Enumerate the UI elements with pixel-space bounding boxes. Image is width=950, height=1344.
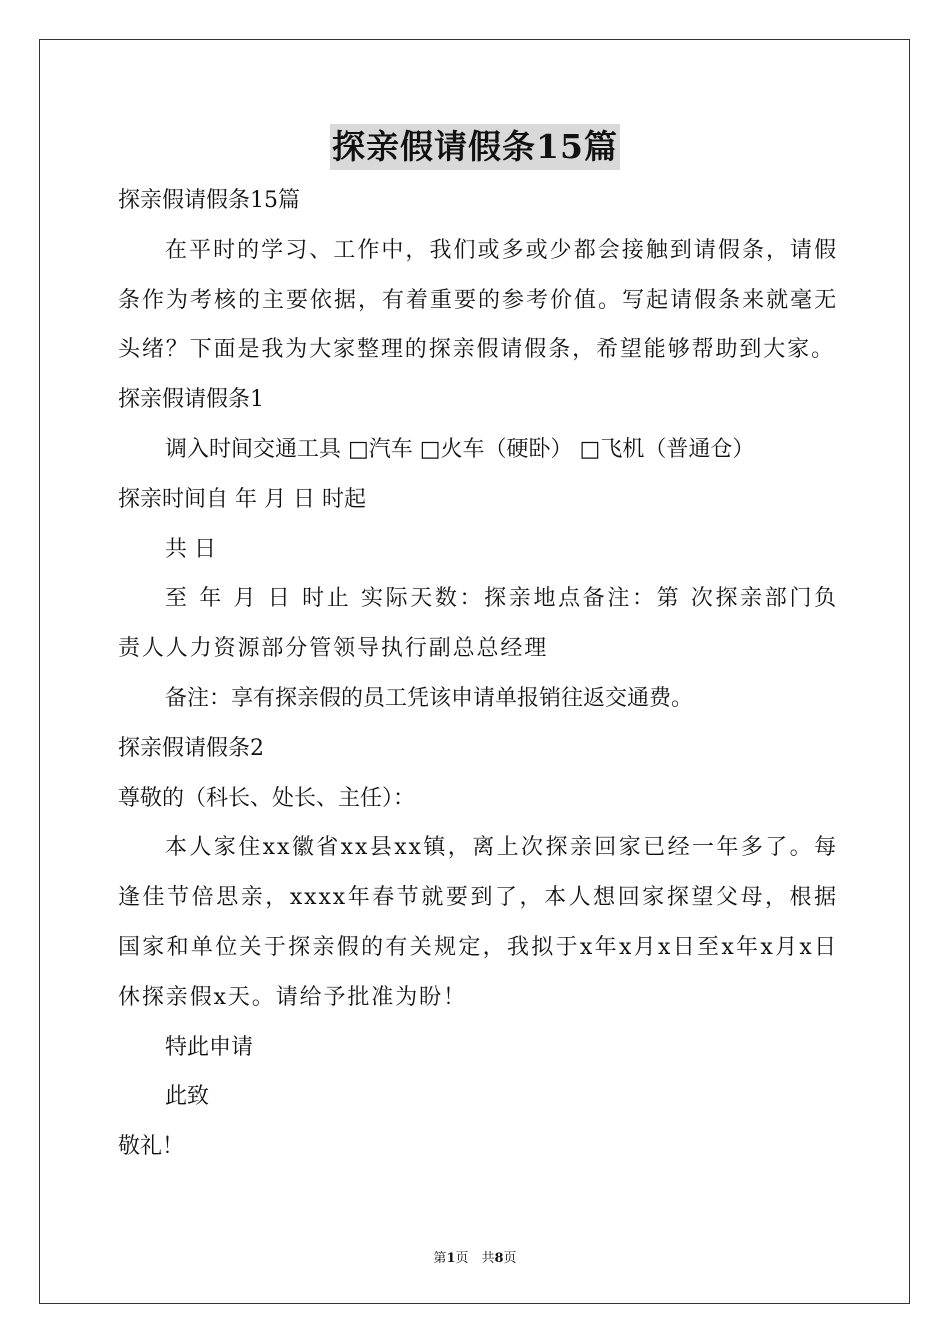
transport-line: 调入时间交通工具 □汽车 □火车（硬卧） □飞机（普通仓）	[165, 436, 755, 462]
page-suffix: 页	[503, 1251, 517, 1266]
document-title-wrap	[0, 124, 950, 170]
intro-paragraph: 在平时的学习、工作中，我们或多或少都会接触到请假条，请假条作为考核的主要依据，有着重要的参考价值。写起请假条来就毫无头绪？下面是我为大家整理的探亲假请假条，希望能够帮助到大家。	[118, 237, 838, 363]
page-prefix: 第	[433, 1251, 447, 1266]
page-mid: 页 共	[455, 1251, 495, 1266]
document-subtitle: 探亲假请假条15篇	[118, 188, 300, 213]
time-from-line: 探亲时间自 年 月 日 时起	[118, 486, 366, 512]
page-footer	[0, 1247, 950, 1266]
document-title: 探亲假请假条15篇	[330, 124, 620, 170]
closing-line-3: 敬礼！	[118, 1134, 185, 1160]
section1-heading: 探亲假请假条1	[118, 387, 264, 413]
closing-line-2: 此致	[165, 1084, 210, 1110]
salutation-line: 尊敬的（科长、处长、主任）：	[118, 785, 416, 811]
request-paragraph: 本人家住xx徽省xx县xx镇，离上次探亲回家已经一年多了。每逢佳节倍思亲，xxxx年春节就要到了，本人想回家探望父母，根据国家和单位关于探亲假的有关规定，我拟于x年x月x日至x年x月x日休探亲假x天。请给予批准为盼！	[118, 835, 838, 1010]
closing-line-1: 特此申请	[165, 1034, 254, 1060]
document-body	[118, 176, 838, 1172]
page-current: 1	[446, 1251, 456, 1266]
note-line: 备注：享有探亲假的员工凭该申请单报销往返交通费。	[165, 685, 694, 711]
page-total: 8	[494, 1251, 504, 1266]
total-days-line: 共 日	[165, 536, 216, 562]
section2-heading: 探亲假请假条2	[118, 735, 264, 761]
time-to-paragraph: 至 年 月 日 时止 实际天数：探亲地点备注：第 次探亲部门负责人人力资源部分管领导执行副总总经理	[118, 586, 838, 662]
